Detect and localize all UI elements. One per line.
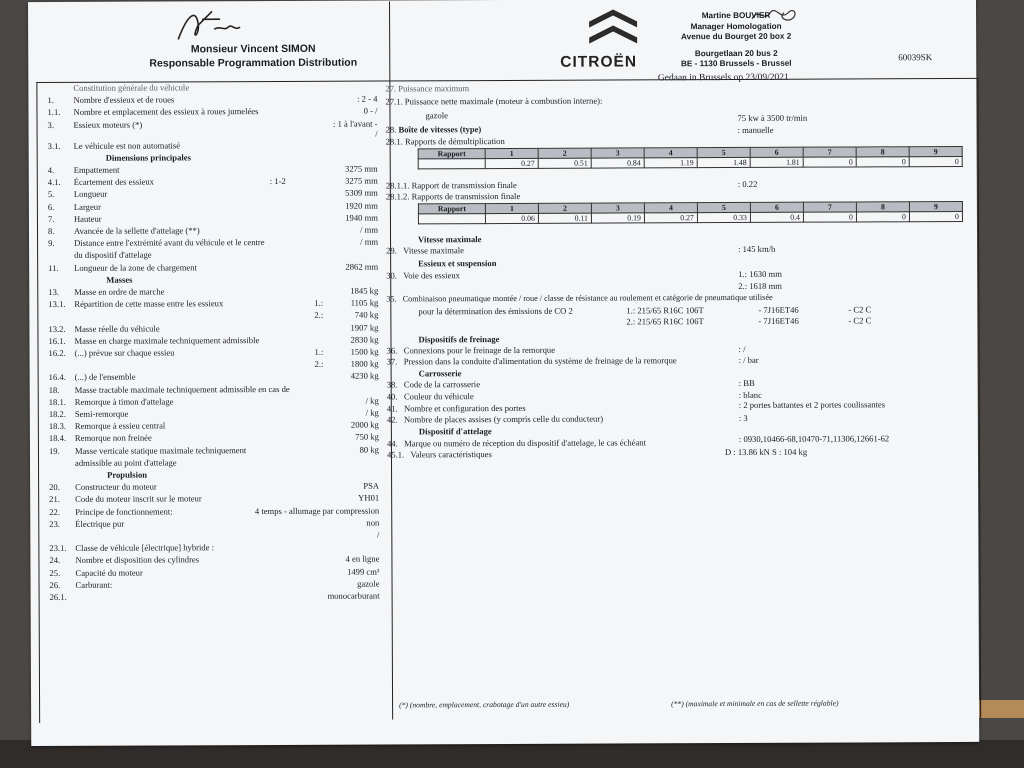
rim-front: - 7J16ET46: [758, 304, 799, 315]
spec-value: 740 kg: [354, 309, 379, 321]
doors-value: : 2 portes battantes et 2 portes coulissantes: [738, 399, 886, 410]
spec-value: 4 en ligne: [345, 553, 380, 565]
ratio-cell: 0: [803, 212, 856, 222]
spec-marker: 2.:: [314, 358, 324, 370]
spec-number: 25.: [49, 567, 61, 578]
item-27-1: 27.1. Puissance nette maximale (moteur à combustion interne):: [385, 95, 603, 107]
item-29: 29. Vitesse maximale: [386, 245, 464, 256]
signatory-right-role: Manager Homologation: [690, 21, 782, 31]
gear-header: 1: [485, 203, 538, 213]
spec-label: (...) prévue sur chaque essieu: [74, 347, 175, 358]
document-number: 60039SK: [898, 52, 933, 63]
spec-label: Nombre d'essieux et de roues: [73, 94, 175, 106]
spec-label: Longueur de la zone de chargement: [74, 261, 197, 273]
gear-header: 9: [909, 146, 962, 156]
spec-label: Classe de véhicule [électrique] hybride :: [75, 542, 215, 554]
spec-label: Masse en charge maximale techniquement admissible: [74, 334, 260, 346]
brake-pressure-value: : / bar: [738, 354, 759, 365]
spec-label: admissible au point d'attelage: [74, 457, 177, 468]
spec-label: Largeur: [73, 201, 101, 212]
spec-value: 1920 mm: [345, 200, 378, 211]
spec-row: [39, 566, 379, 578]
spec-label: Empattement: [73, 164, 120, 175]
spec-row: [40, 578, 380, 590]
rapport-header: Rapport: [418, 204, 485, 214]
spec-number: 16.4.: [48, 372, 66, 383]
ratio-cell: 0.51: [538, 158, 591, 168]
ratio-cell: 0: [856, 212, 909, 222]
section-essieux: Essieux et suspension: [418, 258, 497, 269]
spec-value: monocarburant: [327, 590, 380, 601]
spec-row: [38, 212, 378, 224]
item-36: 36. Connexions pour le freinage de la remorque: [386, 344, 556, 356]
color-value: : blanc: [738, 389, 762, 400]
spec-number: 1.1.: [47, 107, 61, 118]
demultiplication-table: [418, 146, 963, 169]
body-code-value: : BB: [738, 377, 755, 388]
spec-number: 4.: [47, 164, 55, 175]
spec-row: [39, 408, 379, 420]
section-vitesse: Vitesse maximale: [418, 234, 482, 245]
spec-label: Essieux moteurs (*): [73, 119, 143, 130]
spec-number: 4.1.: [47, 177, 61, 188]
spec-row: [39, 542, 379, 554]
spec-row: [38, 151, 378, 163]
ratio-cell: 1.81: [750, 157, 803, 167]
spec-label: Code du moteur inscrit sur le moteur: [75, 493, 202, 505]
spec-value: 80 kg: [359, 444, 379, 455]
ratio-cell: 0: [803, 157, 856, 167]
track-front-value: 1.: 1630 mm: [738, 268, 782, 279]
item-35-line2: pour la détermination des émissions de CO 2: [418, 305, 573, 317]
spec-value: /: [376, 529, 380, 540]
item-45-1: 45.1. Valeurs caractéristiques: [386, 449, 492, 460]
footnote-axle: (*) (nombre, emplacement, crabotage d'un autre essieu): [399, 699, 570, 710]
spec-row: [39, 359, 379, 371]
section-freinage: Dispositifs de freinage: [418, 334, 500, 345]
spec-value: 3275 mm: [345, 175, 378, 186]
spec-value: / mm: [360, 236, 379, 247]
gear-header: 6: [750, 202, 803, 212]
gear-header: 2: [538, 148, 591, 158]
tyre-class-rear: - C2 C: [848, 315, 872, 326]
spec-row: [38, 188, 378, 200]
gear-header: 7: [803, 147, 856, 157]
spec-value: 1940 mm: [345, 212, 378, 223]
spec-value: gazole: [357, 578, 380, 589]
spec-value: 2000 kg: [350, 419, 379, 430]
spec-row: [38, 139, 378, 151]
trailer-brake-value: : /: [738, 343, 746, 354]
spec-row: [39, 383, 379, 395]
spec-marker: 1.:: [314, 297, 324, 309]
spec-number: 5.: [47, 189, 55, 200]
ratio-cell: 0.27: [485, 158, 538, 168]
power-value: 75 kw à 3500 tr/min: [737, 112, 808, 123]
spec-number: 1.: [47, 95, 54, 106]
spec-row: [39, 481, 379, 493]
ratio-cell: 1.48: [697, 157, 750, 167]
spec-value: 1907 kg: [350, 322, 379, 333]
spec-row: [38, 164, 378, 176]
spec-row: [39, 420, 379, 432]
spec-number: 24.: [49, 555, 61, 566]
spec-label: Remorque à timon d'attelage: [74, 396, 174, 407]
spec-label: Remorque non freinée: [74, 432, 152, 444]
spec-number: 13.: [48, 286, 60, 297]
spec-value: : 1 à l'avant -: [332, 118, 378, 129]
spec-label: Masse en ordre de marche: [74, 286, 165, 297]
spec-label: Principe de fonctionnement:: [75, 506, 173, 517]
spec-label: Avancée de la sellette d'attelage (**): [73, 225, 200, 236]
spec-number: 16.1.: [48, 335, 66, 346]
item-37: 37. Pression dans la conduite d'alimentation du système de freinage de la remorque: [386, 355, 677, 367]
spec-value: YH01: [358, 492, 380, 504]
item-38: 38. Code de la carrosserie: [386, 379, 481, 390]
ratio-cell: 0.4: [750, 212, 803, 222]
signatory-right: [636, 11, 836, 70]
spec-label: Dimensions principales: [105, 152, 191, 163]
spec-number: 26.: [49, 579, 61, 590]
item-27: 27. Puissance maximum: [385, 83, 470, 94]
spec-number: 18.3.: [48, 421, 67, 432]
spec-value: 4 temps - allumage par compression: [254, 505, 380, 516]
spec-label: Masse tractable maximale techniquement admissible en cas de: [74, 383, 290, 395]
spec-row: [38, 334, 378, 346]
signatory-left-name: Monsieur Vincent SIMON: [190, 42, 316, 56]
tyre-front: 1.: 215/65 R16C 106T: [626, 305, 704, 316]
spec-number: 21.: [49, 494, 60, 505]
seats-value: : 3: [738, 412, 748, 423]
spec-number: 18.1.: [48, 396, 66, 407]
spec-label: Distance entre l'extrémité avant du véhicule et le centre: [74, 237, 265, 249]
spec-row: [38, 286, 378, 298]
spec-value: 2862 mm: [345, 261, 379, 272]
spec-marker: 2.:: [314, 310, 324, 321]
ratio-cell: 0.19: [591, 213, 644, 223]
spec-number: 26.1.: [49, 591, 67, 602]
spec-number: 23.: [49, 518, 61, 529]
item-41: 41. Nombre et configuration des portes: [386, 402, 526, 414]
spec-row: [39, 469, 379, 481]
spec-row: [38, 273, 378, 285]
spec-row: [38, 225, 378, 237]
gear-header: 3: [591, 203, 644, 213]
gear-header: 7: [803, 202, 856, 212]
spec-number: 22.: [49, 506, 60, 517]
spec-label: Nombre et emplacement des essieux à roues jumelées: [73, 106, 259, 118]
spec-row: [39, 505, 379, 517]
tyre-class-front: - C2 C: [848, 304, 872, 315]
gear-header: 4: [644, 203, 697, 213]
address-line-2: Bourgetlaan 20 bus 2: [694, 48, 778, 58]
final-ratios-table: [418, 201, 963, 224]
spec-value: 1845 kg: [350, 285, 379, 296]
spec-label: Propulsion: [107, 469, 148, 480]
spec-value: / mm: [360, 224, 379, 235]
coupling-characteristics-value: D : 13.86 kN S : 104 kg: [724, 446, 808, 458]
spec-value: 1499 cm³: [347, 566, 380, 577]
spec-row: [37, 94, 377, 106]
final-ratio-value: : 0.22: [737, 178, 758, 189]
spec-label: Carburant:: [75, 579, 113, 590]
fuel-gazole: gazole: [425, 110, 448, 121]
spec-row: [39, 395, 379, 407]
spec-label: du dispositif d'attelage: [74, 249, 152, 261]
item-42: 42. Nombre de places assises (y compris celle du conducteur): [386, 413, 604, 425]
spec-marker: : 1-2: [269, 176, 286, 187]
item-44: 44. Marque ou numéro de réception du dispositif d'attelage, le cas échéant: [386, 437, 647, 449]
spec-value: non: [366, 517, 380, 528]
spec-number: 18.: [48, 384, 60, 395]
rapport-header: Rapport: [418, 149, 485, 159]
rim-rear: - 7J16ET46: [758, 315, 799, 326]
item-40: 40. Couleur du véhicule: [386, 391, 474, 402]
gear-header: 2: [538, 203, 591, 213]
ratio-cell: 0.33: [697, 212, 750, 222]
signature-place-date: Gedaan in Brussels op 23/09/2021: [657, 72, 789, 84]
gear-header: 4: [644, 148, 697, 158]
spec-row: [39, 347, 379, 359]
coupling-value: : 0930,10466-68,10470-71,11306,12661-62: [738, 433, 890, 444]
ratio-cell: 0.06: [485, 213, 538, 223]
spec-label: Électrique pur: [75, 518, 125, 529]
spec-row: [39, 517, 379, 529]
spec-value: 5309 mm: [345, 187, 378, 199]
spec-row: [38, 249, 378, 261]
spec-label: Masse réelle du véhicule: [74, 323, 160, 334]
spec-value: 2830 kg: [350, 334, 379, 345]
spec-row: [38, 261, 378, 273]
spec-row: [39, 456, 379, 468]
spec-row: [38, 322, 378, 334]
ratio-cell: 0: [909, 211, 962, 221]
spec-value: 1800 kg: [350, 358, 379, 369]
gear-header: 1: [485, 148, 538, 158]
section-attelage: Dispositif d'attelage: [418, 426, 492, 437]
signatory-right-name: Martine BOUVIER: [701, 10, 771, 21]
ratio-cell: 1.19: [644, 158, 697, 168]
spec-value: 0 - /: [363, 105, 378, 116]
spec-row: [39, 554, 379, 566]
gearbox-value: : manuelle: [737, 124, 774, 135]
spec-number: 3.1.: [47, 140, 61, 151]
document-page: [28, 0, 979, 746]
spec-label: Écartement des essieux: [73, 176, 154, 188]
section-carrosserie: Carrosserie: [418, 368, 462, 379]
item-28: 28. Boîte de vitesses (type): [385, 124, 482, 135]
spec-label: Hauteur: [73, 213, 102, 224]
spec-row: [38, 200, 378, 212]
spec-number: 3.: [47, 119, 55, 130]
spec-value: : 2 - 4: [357, 93, 378, 104]
spec-row: [40, 591, 380, 603]
ratio-cell: 0.84: [591, 158, 644, 168]
tyre-rear: 2.: 215/65 R16C 106T: [626, 316, 704, 327]
spec-row: [39, 432, 379, 444]
spec-row: [37, 82, 377, 94]
spec-label: Masse verticale statique maximale techniquement: [74, 444, 247, 456]
gear-header: 6: [750, 147, 803, 157]
document-frame: [36, 78, 981, 723]
spec-number: 6.: [47, 201, 55, 212]
spec-value: / kg: [365, 395, 379, 406]
spec-label: (...) de l'ensemble: [74, 371, 136, 383]
spec-label: Nombre et disposition des cylindres: [75, 554, 200, 566]
spec-row: [39, 493, 379, 505]
spec-label: Masses: [106, 274, 133, 285]
spec-row: [38, 237, 378, 249]
address-line-1: Avenue du Bourget 20 box 2: [681, 31, 792, 42]
spec-row: [38, 176, 378, 188]
item-28-1: 28.1. Rapports de démultiplication: [385, 135, 505, 147]
max-speed-value: : 145 km/h: [738, 243, 776, 254]
spec-number: 11.: [48, 262, 59, 273]
ratio-cell: 0: [856, 157, 909, 167]
spec-number: 16.2.: [48, 347, 66, 358]
ratio-cell: 0.27: [644, 213, 697, 223]
gear-header: 5: [697, 147, 750, 157]
item-28-1-2: 28.1.2. Rapports de transmission finale: [385, 190, 521, 202]
spec-number: 19.: [48, 445, 60, 456]
spec-number: 8.: [47, 225, 55, 236]
address-line-3: BE - 1130 Brussels - Brussel: [680, 58, 792, 69]
spec-value: 4230 kg: [350, 370, 379, 382]
spec-row: [39, 371, 379, 383]
spec-number: 18.4.: [48, 433, 67, 444]
spec-value: / kg: [365, 407, 379, 418]
spec-number: 7.: [47, 213, 55, 224]
spec-number: 9.: [48, 238, 55, 249]
spec-number: 23.1.: [49, 543, 67, 554]
item-30: 30. Voie des essieux: [386, 270, 460, 281]
spec-label: Remorque à essieu central: [74, 420, 166, 432]
spec-value: 1500 kg: [350, 346, 379, 357]
spec-label: Capacité du moteur: [75, 567, 143, 578]
spec-row: [38, 310, 378, 322]
track-rear-value: 2.: 1618 mm: [738, 280, 782, 291]
spec-value: 3275 mm: [344, 163, 378, 174]
citroen-logo-icon: [583, 5, 643, 45]
signatory-left-role: Responsable Programmation Distribution: [149, 56, 358, 70]
spec-number: 13.2.: [48, 323, 66, 334]
spec-label: Longueur: [73, 189, 108, 200]
spec-row: [39, 530, 379, 542]
spec-value: PSA: [363, 480, 380, 491]
gear-header: 3: [591, 148, 644, 158]
spec-marker: 1.:: [314, 346, 324, 357]
spec-value: /: [375, 128, 378, 139]
spec-number: 13.1.: [48, 299, 66, 310]
gear-header: 8: [856, 202, 909, 212]
gear-header: 9: [909, 201, 962, 211]
gear-header: 8: [856, 147, 909, 157]
footnote-fifth-wheel: (**) (maximale et minimale en cas de sellette réglable): [671, 698, 839, 709]
gear-header: 5: [697, 202, 750, 212]
spec-row: [38, 298, 378, 310]
spec-row: [39, 444, 379, 456]
spec-number: 18.2.: [48, 408, 67, 419]
spec-label: Répartition de cette masse entre les essieux: [74, 298, 224, 310]
spec-label: Semi-remorque: [74, 408, 129, 419]
item-28-1-1: 28.1.1. Rapport de transmission finale: [385, 179, 517, 191]
spec-label: Constitution générale du véhicule: [73, 82, 190, 93]
ratio-cell: 0.11: [538, 213, 591, 223]
item-35: 35. Combinaison pneumatique montée / roue / classe de résistance au roulement et catégorie de pneumatique utilisée: [386, 292, 773, 304]
spec-value: 1105 kg: [350, 297, 379, 308]
spec-label: Le véhicule est non automatisé: [73, 139, 181, 151]
ratio-cell: 0: [909, 156, 962, 166]
spec-number: 20.: [49, 482, 60, 493]
spec-row: [37, 106, 377, 118]
spec-value: 750 kg: [355, 431, 379, 443]
brand-name: CITROËN: [560, 53, 638, 71]
spec-label: Constructeur du moteur: [75, 481, 157, 493]
signatory-left: [128, 9, 378, 70]
